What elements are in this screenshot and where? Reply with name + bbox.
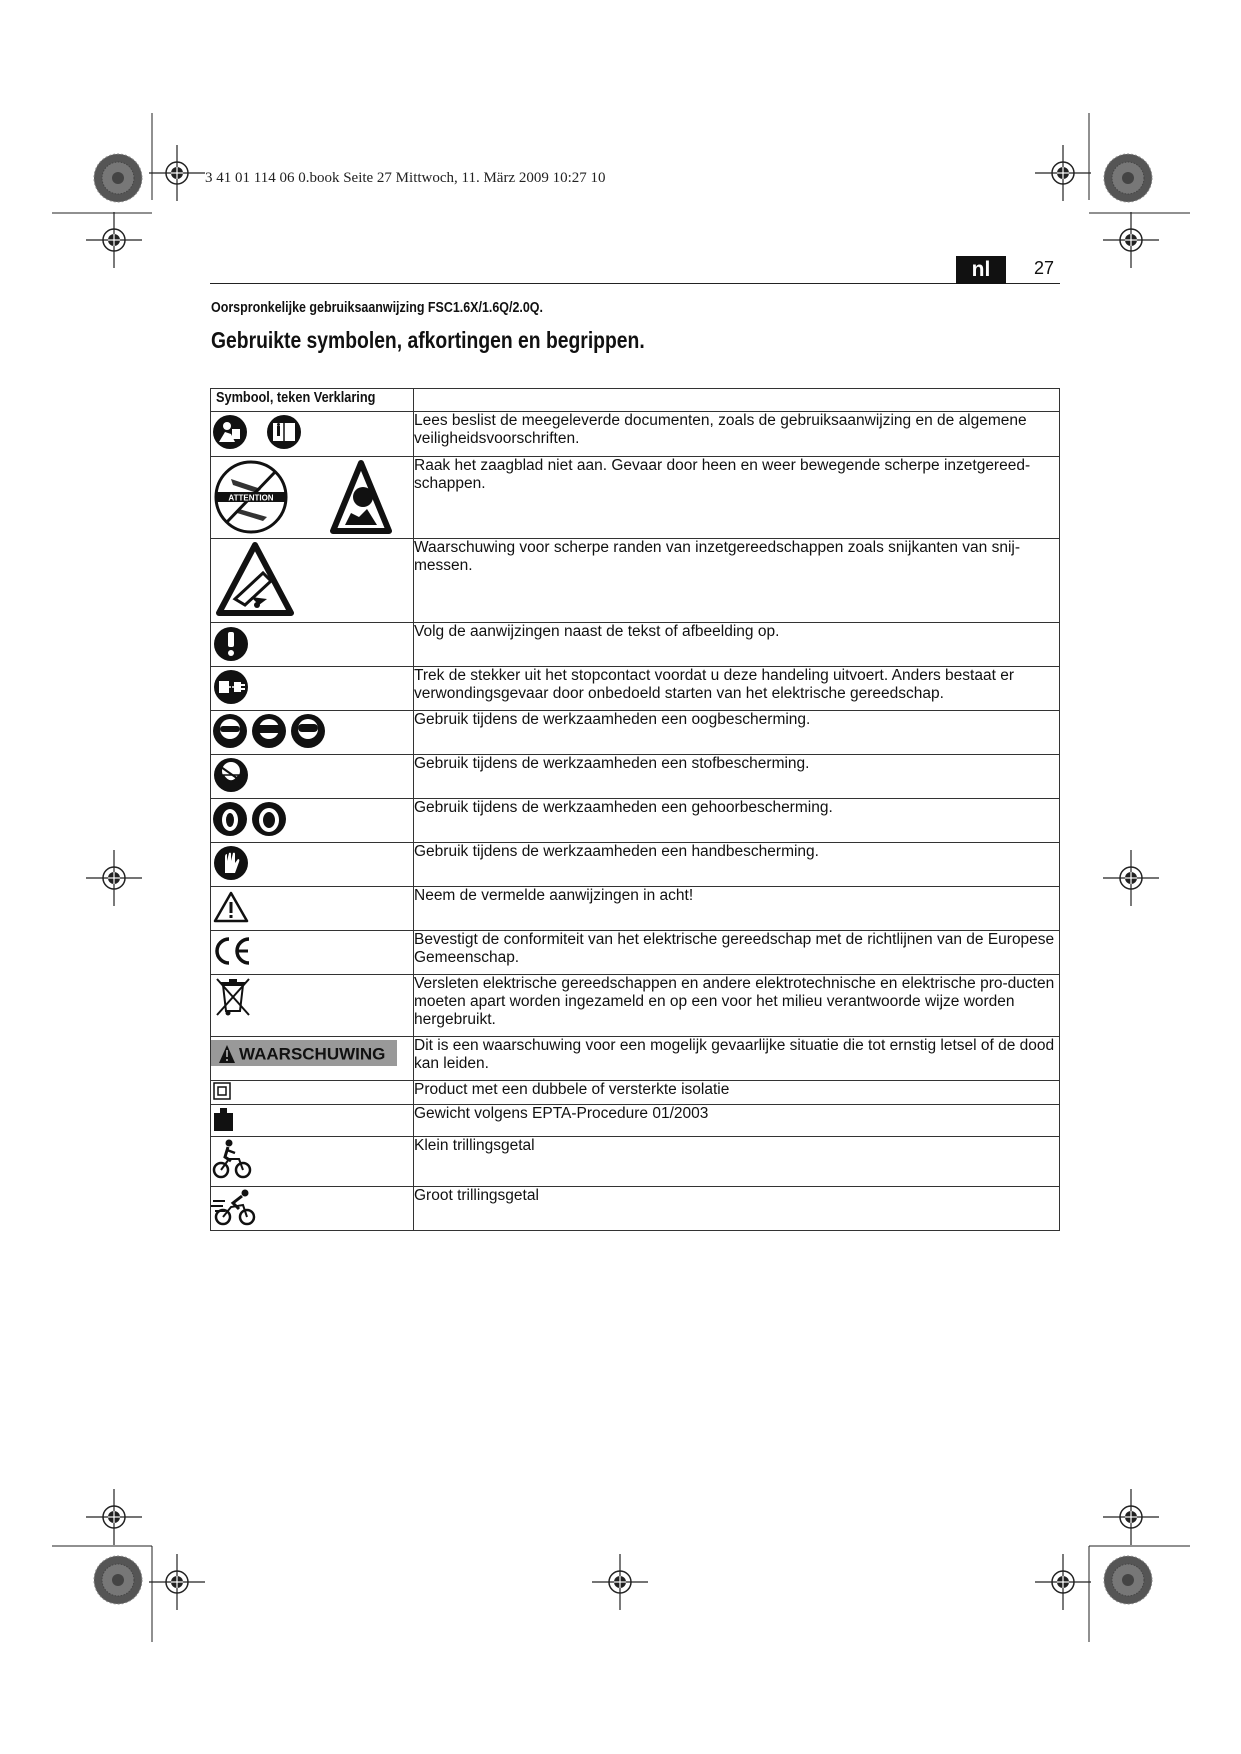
symbol-cell [211,711,414,755]
warning-label-text: WAARSCHUWING [239,1044,386,1064]
symbol-cell [211,667,414,711]
table-row [211,931,1060,975]
symbol-cell [211,1137,414,1187]
symbol-cell [211,799,414,843]
header-rule [210,283,1060,284]
table-header-empty [414,389,1060,412]
description-cell: Neem de vermelde aanwijzingen in acht! [414,887,1060,931]
symbol-cell [211,1187,414,1231]
table-row [211,623,1060,667]
description-cell: Dit is een waarschuwing voor een mogelijk gevaarlijke situatie die tot ernstig letsel of de dood kan leiden. [414,1037,1060,1081]
symbol-cell [211,975,414,1037]
table-row [211,711,1060,755]
symbol-cell [211,1081,414,1105]
symbol-cell [211,887,414,931]
table-header-label: Symbool, teken Verklaring [216,389,376,406]
description-cell: Waarschuwing voor scherpe randen van inzetgereedschappen zoals snijkanten van snij-messen. [414,539,1060,623]
description-cell: Gebruik tijdens de werkzaamheden een handbescherming. [414,843,1060,887]
symbol-cell [211,1037,414,1081]
symbol-cell [211,755,414,799]
description-cell: Versleten elektrische gereedschappen en andere elektrotechnische en elektrische pro-ducten moeten apart worden ingezameld en op een voor het milieu verantwoorde wijze worden hergebruikt. [414,975,1060,1037]
table-row [211,539,1060,623]
table-row [211,1187,1060,1231]
low-vibration-icon [211,1137,255,1181]
table-row [211,1105,1060,1137]
unplug-icon [211,667,251,707]
language-badge: nl [956,256,1006,284]
table-row [211,755,1060,799]
eye-protection-icon [211,711,331,751]
warning-label-icon [211,1037,397,1069]
table-row [211,412,1060,457]
symbol-cell [211,843,414,887]
symbol-cell [211,623,414,667]
table-row [211,667,1060,711]
ce-mark-icon [211,931,255,971]
table-header-cell [211,389,414,412]
high-vibration-icon [211,1187,259,1227]
description-cell: Trek de stekker uit het stopcontact voordat u deze handeling uitvoert. Anders bestaat er verwondingsgevaar door onbedoeld starten van het elektrische gereedschap. [414,667,1060,711]
description-cell: Klein trillingsgetal [414,1137,1060,1187]
document-subtitle: Oorspronkelijke gebruiksaanwijzing FSC1.6X/1.6Q/2.0Q. [211,300,543,316]
table-row [211,1137,1060,1187]
weee-bin-icon [211,975,255,1019]
table-header-row [211,389,1060,412]
ear-protection-icon [211,799,291,839]
sharp-edges-warning-icon [211,539,301,617]
description-cell: Volg de aanwijzingen naast de tekst of afbeelding op. [414,623,1060,667]
table-row [211,1081,1060,1105]
symbol-cell [211,412,414,457]
symbols-table [210,388,1060,1231]
table-row [211,457,1060,539]
description-cell: Product met een dubbele of versterkte isolatie [414,1081,1060,1105]
print-header: 3 41 01 114 06 0.book Seite 27 Mittwoch, 11. März 2009 10:27 10 [205,170,606,186]
mandatory-action-icon [211,623,251,663]
description-cell: Bevestigt de conformiteit van het elektrische gereedschap met de richtlijnen van de Europese Gemeenschap. [414,931,1060,975]
table-row [211,975,1060,1037]
weight-icon [211,1105,239,1133]
dust-mask-icon [211,755,251,795]
attention-label: ATTENTION [228,493,274,503]
description-cell: Gebruik tijdens de werkzaamheden een oogbescherming. [414,711,1060,755]
description-cell: Lees beslist de meegeleverde documenten, zoals de gebruiksaanwijzing en de algemene veiligheidsvoorschriften. [414,412,1060,457]
symbol-cell [211,457,414,539]
gloves-icon [211,843,251,883]
page-number: 27 [1034,258,1055,278]
description-cell: Groot trillingsgetal [414,1187,1060,1231]
general-warning-icon [211,887,251,927]
saw-blade-warning-icon [211,457,401,535]
description-cell: Gewicht volgens EPTA-Procedure 01/2003 [414,1105,1060,1137]
symbol-cell [211,539,414,623]
table-row [211,843,1060,887]
symbol-cell [211,931,414,975]
table-row [211,1037,1060,1081]
description-cell: Gebruik tijdens de werkzaamheden een gehoorbescherming. [414,799,1060,843]
double-insulation-icon [211,1081,235,1101]
read-manual-icon [211,412,331,450]
description-cell: Raak het zaagblad niet aan. Gevaar door heen en weer bewegende scherpe inzetgereed-schappen. [414,457,1060,539]
page-title: Gebruikte symbolen, afkortingen en begrippen. [211,327,645,353]
description-cell: Gebruik tijdens de werkzaamheden een stofbescherming. [414,755,1060,799]
table-row [211,799,1060,843]
symbol-cell [211,1105,414,1137]
table-row [211,887,1060,931]
